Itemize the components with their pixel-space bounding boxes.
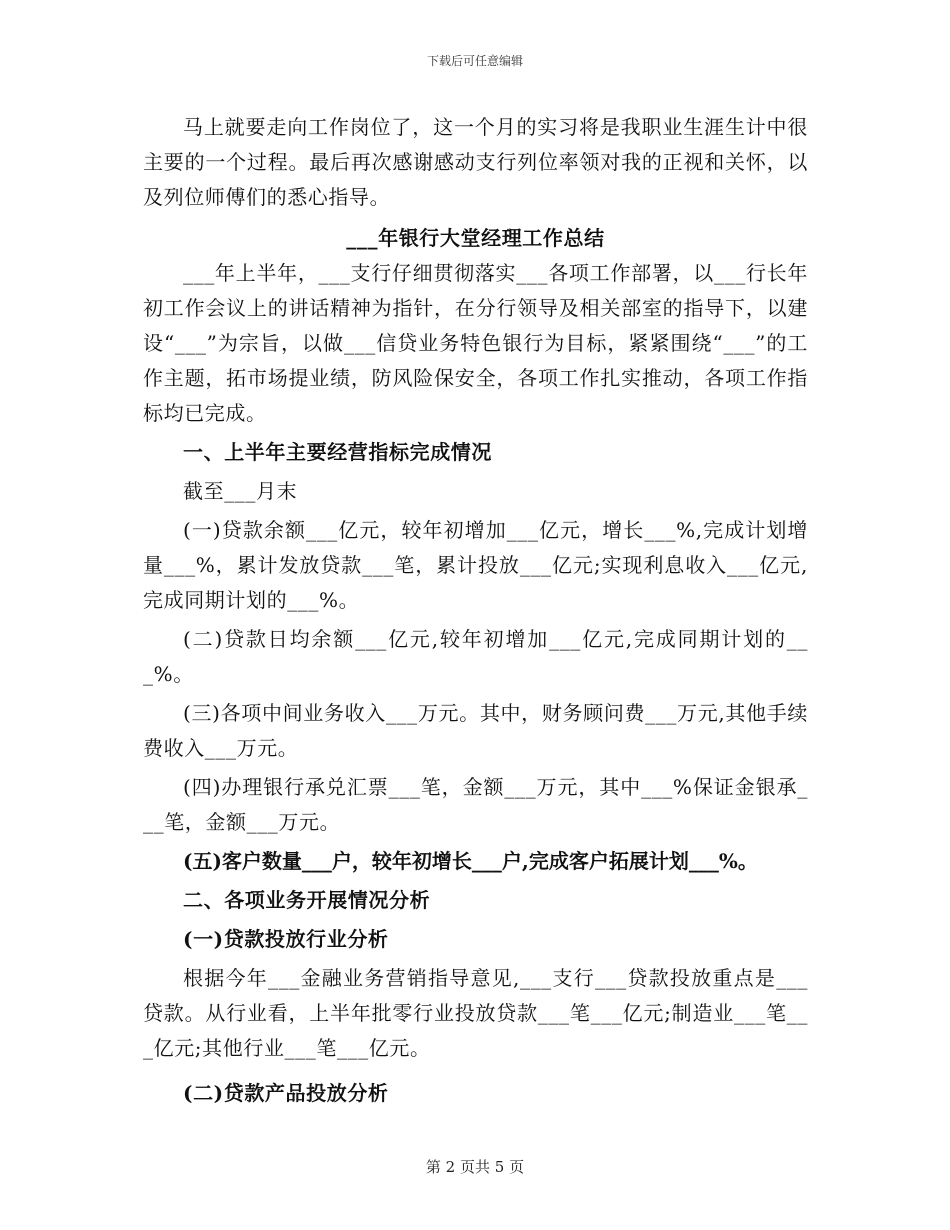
paragraph-item-1: (一)贷款余额___亿元，较年初增加___亿元，增长___%,完成计划增量___%，累计发放贷款___笔，累计投放___亿元;实现利息收入___亿元,完成同期计划的___%。 [143,518,808,612]
subsection-heading-2: (二)贷款产品投放分析 [183,1081,389,1105]
paragraph-internship-closing: 马上就要走向工作岗位了，这一个月的实习将是我职业生涯生计中很主要的一个过程。最后再次感谢感动支行列位率领对我的正视和关怀，以及列位师傅们的悉心指导。 [143,115,808,209]
paragraph-industry-analysis: 根据今年___金融业务营销指导意见,___支行___贷款投放重点是___贷款。从行业看，上半年批零行业投放贷款___笔___亿元;制造业___笔___亿元;其他行业___笔___亿元。 [143,966,808,1060]
subsection-heading-1: (一)贷款投放行业分析 [183,927,389,951]
section-heading-1: 一、上半年主要经营指标完成情况 [183,440,492,464]
paragraph-item-2: (二)贷款日均余额___亿元,较年初增加___亿元,完成同期计划的___%。 [143,627,808,686]
paragraph-item-5: (五)客户数量___户，较年初增长___户,完成客户拓展计划___%。 [183,849,758,873]
paragraph-as-of: 截至___月末 [183,479,298,503]
page-footer: 第 2 页共 5 页 [425,1158,525,1176]
page-header: 下载后可任意编辑 [426,54,523,68]
document-body [143,110,808,1111]
document-title: ___年银行大堂经理工作总结 [346,226,605,250]
paragraph-item-4: (四)办理银行承兑汇票___笔，金额___万元，其中___%保证金银承___笔，金额___万元。 [143,775,808,834]
section-heading-2: 二、各项业务开展情况分析 [183,888,431,912]
paragraph-item-3: (三)各项中间业务收入___万元。其中，财务顾问费___万元,其他手续费收入___万元。 [143,701,808,760]
paragraph-summary-intro: ___年上半年，___支行仔细贯彻落实___各项工作部署，以___行长年初工作会议上的讲话精神为指针，在分行领导及相关部室的指导下，以建设“___”为宗旨，以做___信贷业务特色银行为目标，紧紧围绕“___”的工作主题，拓市场提业绩，防风险保安全，各项工作扎实推动，各项工作指标均已完成。 [143,261,808,425]
